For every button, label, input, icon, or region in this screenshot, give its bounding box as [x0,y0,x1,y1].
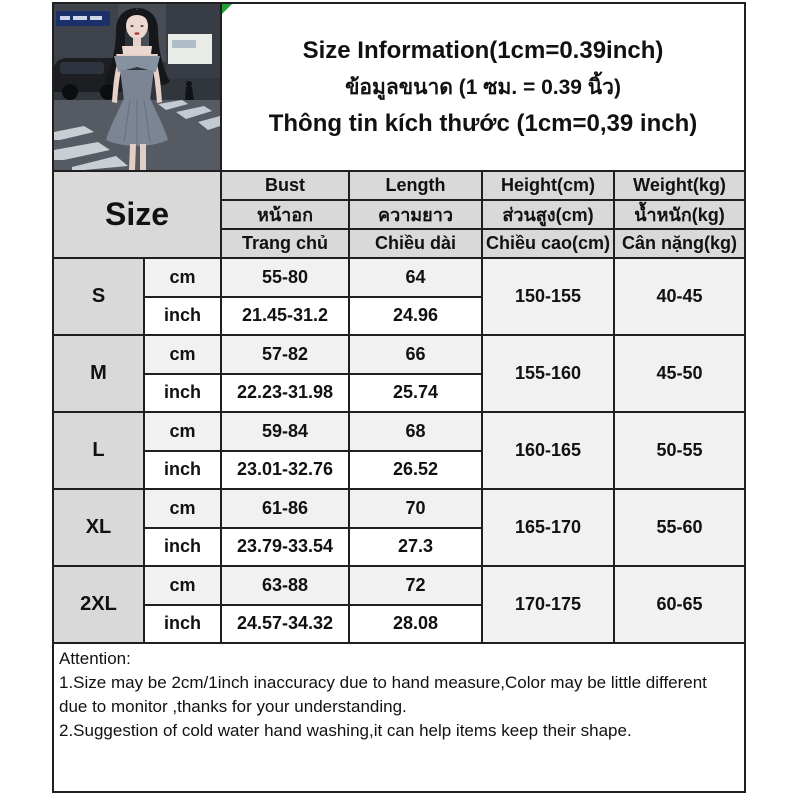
col-header-height-th: ส่วนสูง(cm) [483,201,613,228]
attention-notes [54,644,744,791]
size-header-cell: Size [54,172,220,257]
row-s-unit-cm: cm [145,259,220,296]
row-l-bust-inch: 23.01-32.76 [222,452,348,489]
col-header-length-th: ความยาว [350,201,481,228]
row-m-size-label: M [54,336,143,411]
row-m-length-cm: 66 [350,336,481,373]
col-header-bust-vi: Trang chủ [222,230,348,257]
title-english: Size Information(1cm=0.39inch) [302,36,664,64]
row-m-weight: 45-50 [615,336,744,411]
size-chart-sheet [52,2,746,793]
row-m-height: 155-160 [483,336,613,411]
size-table [54,172,744,642]
row-xl-weight: 55-60 [615,490,744,565]
row-xl-size-label: XL [54,490,143,565]
row-l-length-inch: 26.52 [350,452,481,489]
row-s-bust-cm: 55-80 [222,259,348,296]
attention-note-1a: 1.Size may be 2cm/1inch inaccuracy due to hand measure,Color may be little different [59,673,707,693]
row-2xl-length-inch: 28.08 [350,606,481,643]
size-information-title-block [222,4,744,170]
row-m-bust-inch: 22.23-31.98 [222,375,348,412]
col-header-bust-en: Bust [222,172,348,199]
col-header-length-en: Length [350,172,481,199]
row-xl-height: 165-170 [483,490,613,565]
col-header-height-vi: Chiều cao(cm) [483,230,613,257]
row-xl-unit-cm: cm [145,490,220,527]
col-header-weight-vi: Cân nặng(kg) [615,230,744,257]
row-m-length-inch: 25.74 [350,375,481,412]
col-header-length-vi: Chiều dài [350,230,481,257]
row-m-unit-cm: cm [145,336,220,373]
col-header-weight-th: น้ำหนัก(kg) [615,201,744,228]
title-band [54,4,744,170]
attention-note-2: 2.Suggestion of cold water hand washing,it can help items keep their shape. [59,721,632,741]
row-s-length-cm: 64 [350,259,481,296]
row-l-length-cm: 68 [350,413,481,450]
row-l-unit-cm: cm [145,413,220,450]
row-xl-bust-inch: 23.79-33.54 [222,529,348,566]
row-s-weight: 40-45 [615,259,744,334]
row-xl-length-cm: 70 [350,490,481,527]
row-xl-length-inch: 27.3 [350,529,481,566]
row-2xl-size-label: 2XL [54,567,143,642]
row-2xl-unit-inch: inch [145,606,220,643]
col-header-height-en: Height(cm) [483,172,613,199]
row-2xl-weight: 60-65 [615,567,744,642]
row-l-weight: 50-55 [615,413,744,488]
product-photo [54,4,220,170]
attention-note-1b: due to monitor ,thanks for your understanding. [59,697,407,717]
title-thai: ข้อมูลขนาด (1 ซม. = 0.39 นิ้ว) [345,75,621,99]
attention-heading: Attention: [59,649,131,668]
row-m-bust-cm: 57-82 [222,336,348,373]
row-2xl-bust-cm: 63-88 [222,567,348,604]
row-2xl-length-cm: 72 [350,567,481,604]
row-l-unit-inch: inch [145,452,220,489]
row-l-bust-cm: 59-84 [222,413,348,450]
row-xl-unit-inch: inch [145,529,220,566]
title-vietnamese: Thông tin kích thước (1cm=0,39 inch) [268,109,698,137]
row-s-height: 150-155 [483,259,613,334]
row-l-height: 160-165 [483,413,613,488]
row-2xl-unit-cm: cm [145,567,220,604]
row-s-bust-inch: 21.45-31.2 [222,298,348,335]
row-2xl-bust-inch: 24.57-34.32 [222,606,348,643]
row-s-size-label: S [54,259,143,334]
col-header-weight-en: Weight(kg) [615,172,744,199]
row-xl-bust-cm: 61-86 [222,490,348,527]
row-s-length-inch: 24.96 [350,298,481,335]
product-photo-illustration [54,4,220,170]
cell-corner-marker-icon [222,4,232,14]
row-s-unit-inch: inch [145,298,220,335]
row-l-size-label: L [54,413,143,488]
row-2xl-height: 170-175 [483,567,613,642]
col-header-bust-th: หน้าอก [222,201,348,228]
row-m-unit-inch: inch [145,375,220,412]
